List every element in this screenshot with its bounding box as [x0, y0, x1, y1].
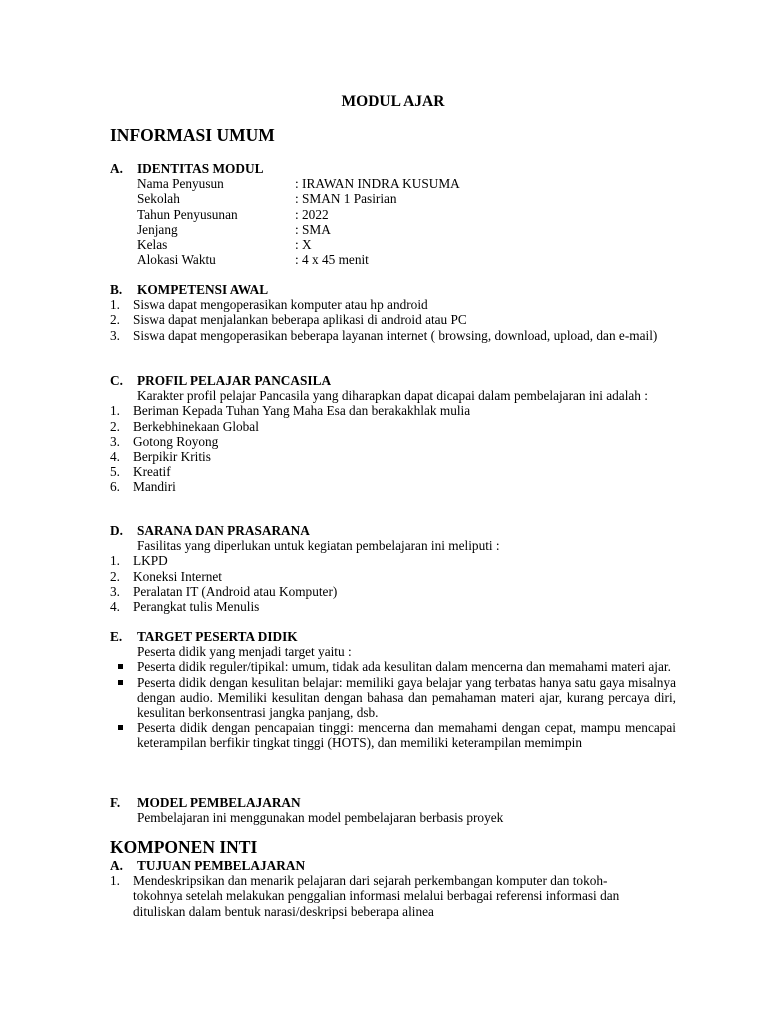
list-item: Peserta didik dengan kesulitan belajar: memiliki gaya belajar yang terbatas hanya satu gaya misalnya dengan audio. Memiliki kesulitan dengan bahasa dan pemahaman materi ajar, kurang percaya diri, kesulitan berkonsentrasi jangka panjang, dsb.: [110, 675, 676, 721]
section-heading: [110, 795, 676, 810]
identity-key: Nama Penyusun: [137, 176, 224, 192]
sarana-list: [110, 553, 676, 614]
square-bullet-icon: [110, 675, 137, 721]
list-item: 2. Koneksi Internet: [110, 568, 222, 584]
kompetensi-list: [110, 297, 676, 343]
section-tujuan-pembelajaran: [110, 858, 676, 919]
list-item: 3. Siswa dapat mengoperasikan beberapa layanan internet ( browsing, download, upload, dan e-mail): [110, 327, 658, 343]
identity-key: Kelas: [137, 237, 168, 253]
section-letter: E.: [110, 629, 123, 644]
list-item: Peserta didik dengan pencapaian tinggi: mencerna dan memahami dengan cepat, mampu mencapai keterampilan berfikir tingkat tinggi (HOTS), dan memiliki keterampilan memimpin: [110, 720, 676, 750]
list-item: 4. Perangkat tulis Menulis: [110, 599, 260, 615]
heading-komponen-inti: KOMPONEN INTI: [110, 837, 258, 857]
section-title: PROFIL PELAJAR PANCASILA: [137, 373, 332, 388]
profil-list: [110, 403, 676, 494]
section-target-peserta-didik: [110, 629, 676, 751]
doc-title: MODUL AJAR: [341, 93, 445, 110]
list-item: 5. Kreatif: [110, 464, 171, 480]
identity-value: : SMAN 1 Pasirian: [295, 191, 397, 207]
list-item: 1. Mendeskripsikan dan menarik pelajaran dari sejarah perkembangan komputer dan tokoh-tokohnya setelah melakukan penggalian informasi melalui berbagai referensi informasi dan dituliskan dalam bentuk narasi/deskripsi beberapa alinea: [110, 873, 620, 919]
section-profil-pelajar-pancasila: [110, 373, 676, 495]
section-letter: F.: [110, 795, 121, 810]
section-intro: Karakter profil pelajar Pancasila yang diharapkan dapat dicapai dalam pembelajaran ini adalah :: [137, 388, 648, 404]
identity-value: : IRAWAN INDRA KUSUMA: [295, 176, 460, 192]
identity-key: Alokasi Waktu: [137, 252, 216, 268]
section-title: IDENTITAS MODUL: [137, 161, 264, 176]
identity-table: [137, 176, 676, 267]
section-heading: [110, 629, 676, 644]
section-letter: B.: [110, 282, 123, 297]
section-identitas-modul: [110, 161, 676, 267]
section-intro: Fasilitas yang diperlukan untuk kegiatan pembelajaran ini meliputi :: [137, 538, 500, 554]
section-heading: [110, 373, 676, 388]
list-item: 6. Mandiri: [110, 479, 176, 495]
section-title: TARGET PESERTA DIDIK: [137, 629, 298, 644]
list-item: 2. Siswa dapat menjalankan beberapa aplikasi di android atau PC: [110, 312, 467, 328]
section-letter: C.: [110, 373, 123, 388]
section-title: MODEL PEMBELAJARAN: [137, 795, 301, 810]
heading-informasi-umum: INFORMASI UMUM: [110, 125, 275, 145]
list-item: 1. Beriman Kepada Tuhan Yang Maha Esa dan berakakhlak mulia: [110, 403, 471, 419]
identity-value: : X: [295, 237, 312, 253]
square-bullet-icon: [110, 720, 137, 750]
list-item: 3. Gotong Royong: [110, 433, 219, 449]
tujuan-list: [110, 873, 620, 919]
target-list: [110, 659, 676, 750]
section-title: TUJUAN PEMBELAJARAN: [137, 858, 306, 873]
identity-row: [137, 237, 676, 252]
identity-key: Sekolah: [137, 191, 180, 207]
section-heading: [110, 858, 676, 873]
section-title: SARANA DAN PRASARANA: [137, 523, 310, 538]
identity-value: : SMA: [295, 221, 331, 237]
section-model-pembelajaran: [110, 795, 676, 825]
section-title: KOMPETENSI AWAL: [137, 282, 269, 297]
section-sarana-prasarana: [110, 523, 676, 614]
section-heading: [110, 282, 676, 297]
identity-key: Jenjang: [137, 221, 178, 237]
list-item: 1. LKPD: [110, 553, 168, 569]
identity-row: [137, 191, 676, 206]
square-bullet-icon: [110, 659, 137, 674]
identity-value: : 4 x 45 menit: [295, 252, 369, 268]
section-text: Pembelajaran ini menggunakan model pembelajaran berbasis proyek: [137, 810, 504, 826]
section-heading: [110, 523, 676, 538]
section-letter: A.: [110, 858, 123, 873]
list-item: 2. Berkebhinekaan Global: [110, 418, 259, 434]
section-intro: Peserta didik yang menjadi target yaitu :: [137, 644, 352, 660]
section-letter: A.: [110, 161, 123, 176]
identity-row: [137, 222, 676, 237]
identity-row: [137, 207, 676, 222]
list-item: 3. Peralatan IT (Android atau Komputer): [110, 583, 338, 599]
identity-row: [137, 176, 676, 191]
section-heading: [110, 161, 676, 176]
list-item: Peserta didik reguler/tipikal: umum, tidak ada kesulitan dalam mencerna dan memahami materi ajar.: [110, 659, 676, 674]
identity-key: Tahun Penyusunan: [137, 206, 238, 222]
identity-row: [137, 252, 676, 267]
list-item: 1. Siswa dapat mengoperasikan komputer atau hp android: [110, 297, 428, 313]
identity-value: : 2022: [295, 206, 329, 222]
section-letter: D.: [110, 523, 123, 538]
section-kompetensi-awal: [110, 282, 676, 343]
list-item: 4. Berpikir Kritis: [110, 449, 211, 465]
